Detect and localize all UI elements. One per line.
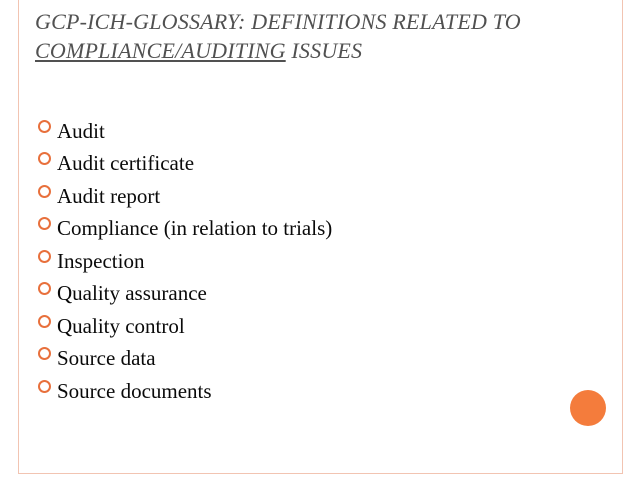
list-item [38, 148, 332, 181]
list-item-label: Inspection [57, 248, 145, 273]
list-item-label: Audit [57, 118, 105, 143]
list-item [38, 278, 332, 311]
list-item [38, 180, 332, 213]
ring-bullet-icon [38, 380, 51, 393]
slide-title [35, 7, 555, 65]
list-item [38, 213, 332, 246]
list-item-label: Compliance (in relation to trials) [57, 216, 333, 241]
title-text-part2: ISSUES [285, 38, 363, 63]
list-item [38, 245, 332, 278]
list-item-label: Source data [57, 346, 156, 371]
list-item [38, 310, 332, 343]
list-item-label: Audit certificate [57, 151, 195, 176]
ring-bullet-icon [38, 217, 51, 230]
list-item-label: Quality assurance [57, 281, 207, 306]
list-item-label: Quality control [57, 313, 185, 338]
ring-bullet-icon [38, 152, 51, 165]
ring-bullet-icon [38, 120, 51, 133]
orange-circle-icon [570, 390, 606, 426]
ring-bullet-icon [38, 185, 51, 198]
list-item-label: Audit report [57, 183, 161, 208]
list-item [38, 115, 332, 148]
list-item-label: Source documents [57, 378, 212, 403]
list-item [38, 343, 332, 376]
ring-bullet-icon [38, 250, 51, 263]
list-item [38, 375, 332, 408]
bullet-list [38, 115, 332, 408]
ring-bullet-icon [38, 282, 51, 295]
ring-bullet-icon [38, 347, 51, 360]
title-underlined-text: COMPLIANCE/AUDITING [35, 38, 286, 63]
title-text-part1: GCP-ICH-GLOSSARY: DEFINITIONS RELATED TO [35, 9, 521, 34]
ring-bullet-icon [38, 315, 51, 328]
